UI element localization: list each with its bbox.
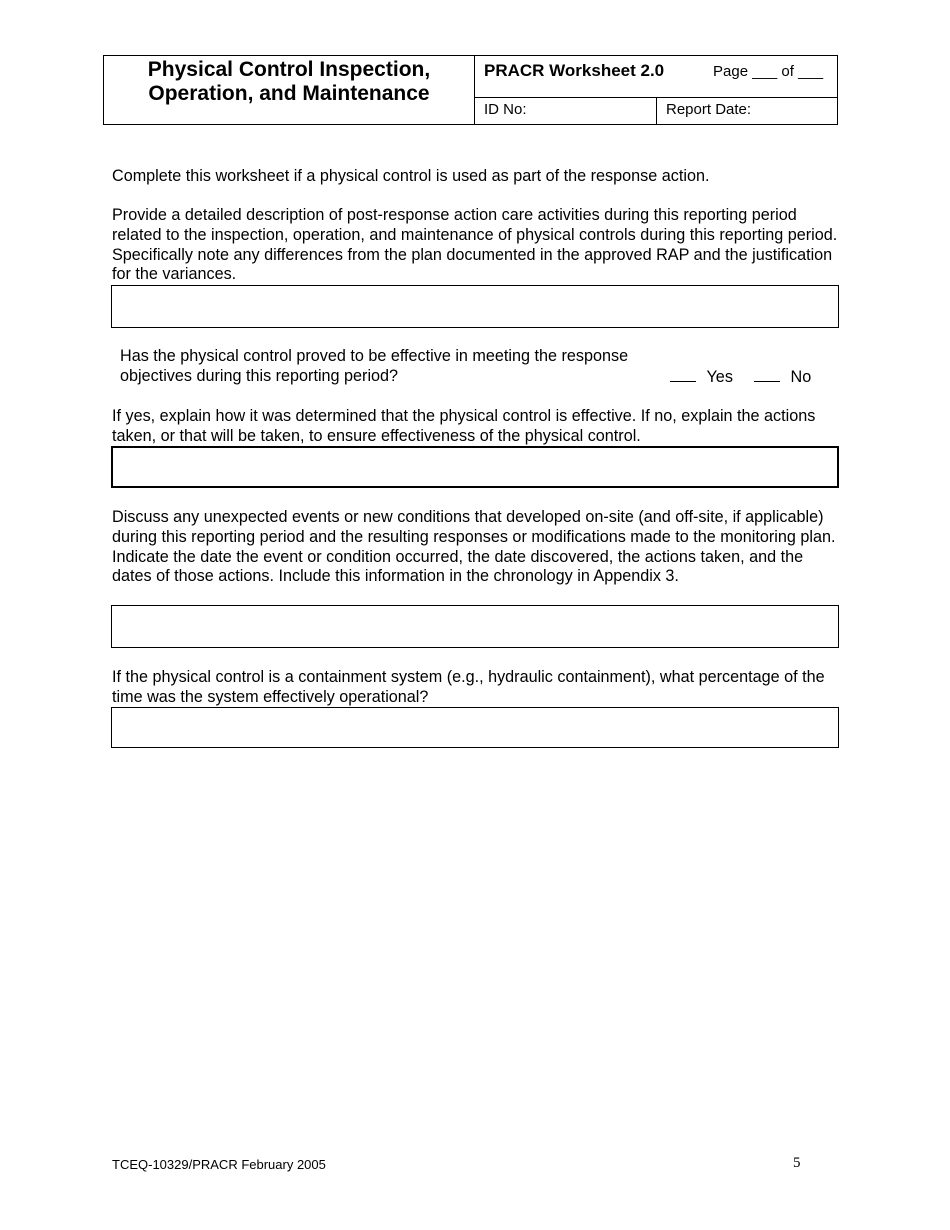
section2-prompt: If yes, explain how it was determined that the physical control is effective. If no, explain the actions taken, or that will be taken, to ensure effectiveness of the physical control.	[112, 407, 816, 445]
form-id-footer: TCEQ-10329/PRACR February 2005	[112, 1157, 326, 1172]
no-option[interactable]	[754, 367, 811, 388]
section2-response-box[interactable]	[111, 446, 839, 488]
worksheet-cell	[475, 56, 837, 98]
yes-label: Yes	[706, 368, 733, 386]
no-blank[interactable]	[754, 367, 780, 382]
worksheet-label: PRACR Worksheet 2.0	[484, 61, 665, 80]
form-title-line2: Operation, and Maintenance	[148, 82, 430, 105]
section1-response-box[interactable]	[111, 285, 839, 328]
section3-response-box[interactable]	[111, 605, 839, 648]
section3-prompt: Discuss any unexpected events or new conditions that developed on-site (and off-site, if applicable) during this reporting period and the resulting responses or modifications made to the monitoring plan. Indicate the date the event or condition occurred, the date discovered, the actions taken, and the dates of those actions. Include this information in the chronology in Appendix 3.	[112, 508, 836, 586]
report-date-field[interactable]: Report Date:	[666, 101, 752, 118]
yes-option[interactable]	[670, 367, 733, 388]
effectiveness-question: Has the physical control proved to be effective in meeting the response objectives during this reporting period?	[120, 347, 629, 385]
section1-prompt: Provide a detailed description of post-response action care activities during this reporting period related to the inspection, operation, and maintenance of physical controls during this reporting period. Specifically note any differences from the plan documented in the approved RAP and the justification for the variances.	[112, 206, 838, 284]
yes-blank[interactable]	[670, 367, 696, 382]
intro-text: Complete this worksheet if a physical control is used as part of the response action.	[112, 167, 710, 185]
form-title-line1: Physical Control Inspection,	[147, 58, 431, 81]
form-title	[104, 56, 475, 124]
no-label: No	[790, 368, 812, 386]
page-number: 5	[793, 1155, 801, 1171]
section4-prompt: If the physical control is a containment system (e.g., hydraulic containment), what percentage of the time was the system effectively operational?	[112, 668, 825, 706]
section4-response-box[interactable]	[111, 707, 839, 748]
page-field[interactable]: Page ___ of ___	[713, 63, 824, 80]
form-header	[103, 55, 838, 125]
id-number-field[interactable]: ID No:	[475, 98, 657, 124]
